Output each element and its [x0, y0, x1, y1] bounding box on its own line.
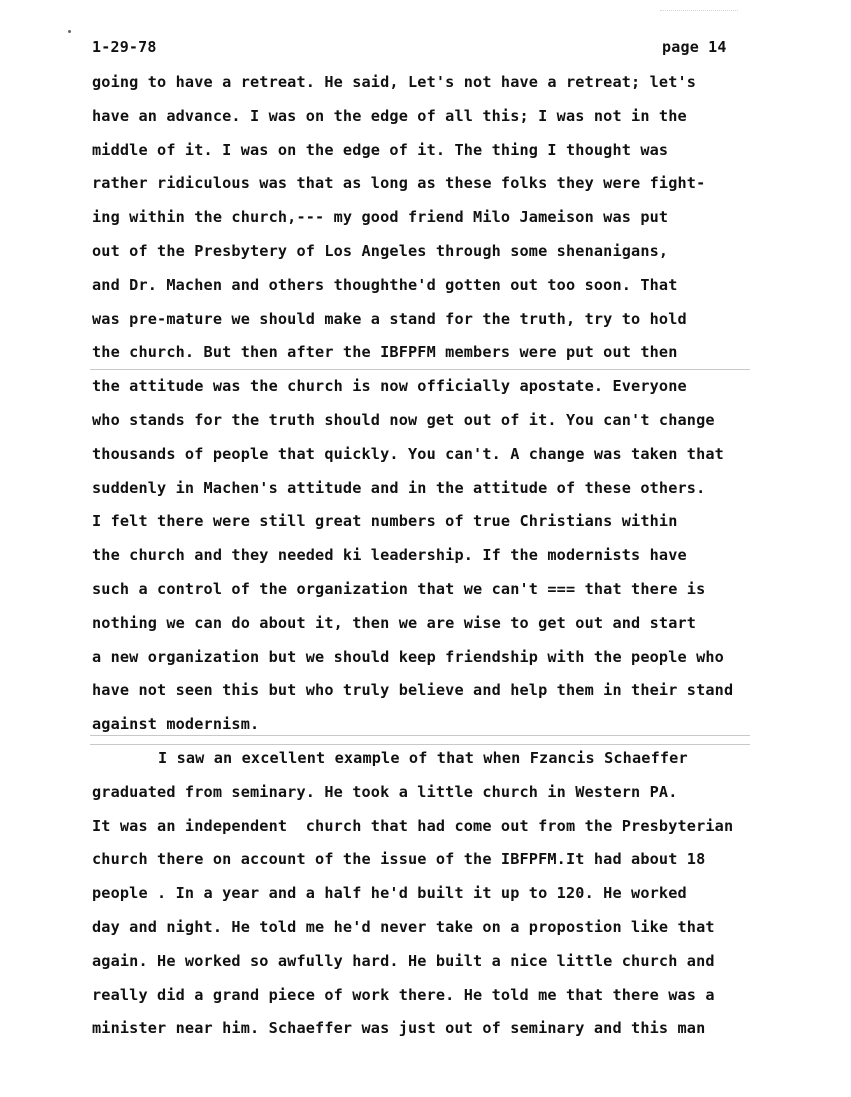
text-line: ing within the church,--- my good friend Milo Jameison was put [92, 208, 669, 227]
text-line: really did a grand piece of work there. He told me that there was a [92, 985, 715, 1004]
body-text [92, 66, 832, 1046]
text-line: have not seen this but who truly believe and help them in their stand [92, 681, 734, 700]
text-line: have an advance. I was on the edge of all this; I was not in the [92, 106, 687, 125]
text-line: middle of it. I was on the edge of it. The thing I thought was [92, 140, 669, 159]
text-line: such a control of the organization that we can't === that there is [92, 579, 706, 598]
page-header [92, 38, 791, 62]
text-line: and Dr. Machen and others thoughthe'd gotten out too soon. That [92, 275, 678, 294]
text-line: church there on account of the issue of the IBFPFM.It had about 18 [92, 850, 706, 869]
text-line: rather ridiculous was that as long as these folks they were fight- [92, 174, 706, 193]
text-line: minister near him. Schaeffer was just out of seminary and this man [92, 1019, 706, 1038]
text-line: out of the Presbytery of Los Angeles through some shenanigans, [92, 241, 669, 260]
header-date: 1-29-78 [92, 38, 157, 56]
text-line: the church. But then after the IBFPFM members were put out then [92, 343, 678, 362]
text-line: again. He worked so awfully hard. He built a nice little church and [92, 951, 715, 970]
text-line: thousands of people that quickly. You can't. A change was taken that [92, 444, 724, 463]
text-line: was pre-mature we should make a stand for the truth, try to hold [92, 309, 687, 328]
text-line: suddenly in Machen's attitude and in the attitude of these others. [92, 478, 706, 497]
text-line: I felt there were still great numbers of true Christians within [92, 512, 678, 531]
header-page-number: page 14 [662, 38, 727, 56]
scan-artifact [660, 10, 738, 25]
text-line: graduated from seminary. He took a little church in Western PA. [92, 782, 678, 801]
text-line: the attitude was the church is now officially apostate. Everyone [92, 377, 687, 396]
paragraph-start-line: I saw an excellent example of that when Fzancis Schaeffer [158, 748, 688, 767]
text-line: It was an independent church that had come out from the Presbyterian [92, 816, 734, 835]
text-line: people . In a year and a half he'd built it up to 120. He worked [92, 884, 687, 903]
text-line: who stands for the truth should now get out of it. You can't change [92, 410, 715, 429]
text-line: going to have a retreat. He said, Let's not have a retreat; let's [92, 73, 697, 91]
text-line: against modernism. [92, 715, 260, 734]
text-line: day and night. He told me he'd never take on a propostion like that [92, 917, 715, 936]
text-line: a new organization but we should keep friendship with the people who [92, 647, 724, 666]
text-line: the church and they needed ki leadership. If the modernists have [92, 546, 687, 565]
scan-speck [68, 30, 71, 33]
text-line: nothing we can do about it, then we are wise to get out and start [92, 613, 697, 632]
